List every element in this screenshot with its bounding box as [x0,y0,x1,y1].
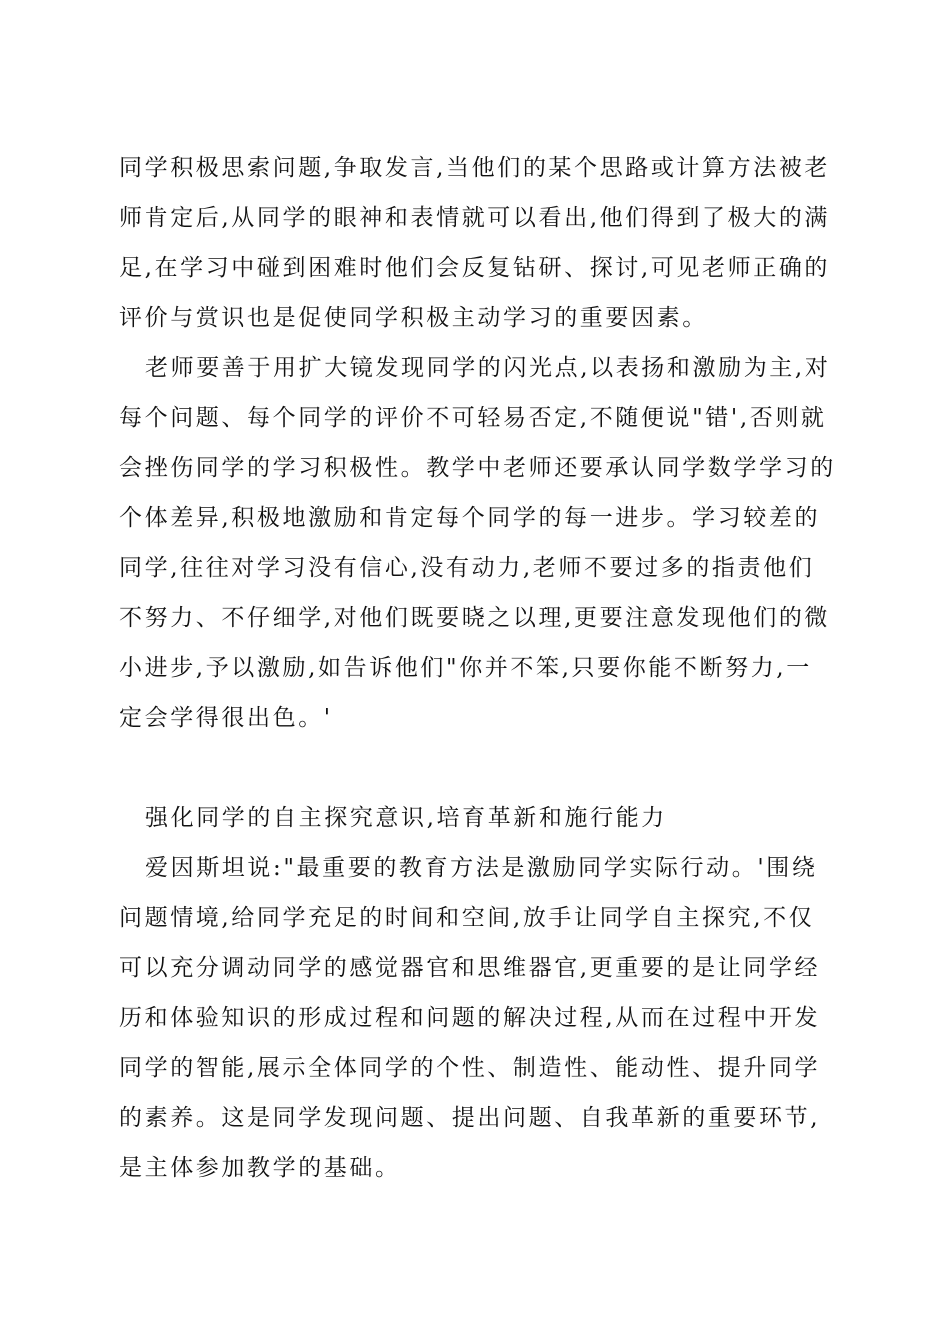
paragraph-2-line-5: 同学,往往对学习没有信心,没有动力,老师不要过多的指责他们 [119,555,815,581]
paragraph-1-line-3: 足,在学习中碰到困难时他们会反复钻研、探讨,可见老师正确的 [119,255,831,281]
paragraph-2-line-4: 个体差异,积极地激励和肯定每个同学的每一进步。学习较差的 [119,505,821,531]
paragraph-3-line-1: 爱因斯坦说:"最重要的教育方法是激励同学实际行动。'围绕 [145,855,818,881]
paragraph-2-line-8: 定会学得很出色。' [119,705,333,731]
paragraph-3-line-5: 同学的智能,展示全体同学的个性、制造性、能动性、提升同学 [119,1055,821,1081]
paragraph-2-line-3: 会挫伤同学的学习积极性。教学中老师还要承认同学数学学习的 [119,455,836,481]
paragraph-2-line-7: 小进步,予以激励,如告诉他们"你并不笨,只要你能不断努力,一 [119,655,812,681]
paragraph-3-line-6: 的素养。这是同学发现问题、提出问题、自我革新的重要环节, [119,1105,821,1131]
section-heading: 强化同学的自主探究意识,培育革新和施行能力 [145,805,667,831]
paragraph-2-line-2: 每个问题、每个同学的评价不可轻易否定,不随便说"错',否则就 [119,405,827,431]
paragraph-2-line-1: 老师要善于用扩大镜发现同学的闪光点,以表扬和激励为主,对 [145,355,831,381]
paragraph-3-line-2: 问题情境,给同学充足的时间和空间,放手让同学自主探究,不仅 [119,905,815,931]
paragraph-2-line-6: 不努力、不仔细学,对他们既要晓之以理,更要注意发现他们的微 [119,605,831,631]
paragraph-1-line-4: 评价与赏识也是促使同学积极主动学习的重要因素。 [119,305,708,331]
paragraph-3-line-7: 是主体参加教学的基础。 [119,1155,401,1181]
paragraph-1-line-1: 同学积极思索问题,争取发言,当他们的某个思路或计算方法被老 [119,155,831,181]
paragraph-3-line-4: 历和体验知识的形成过程和问题的解决过程,从而在过程中开发 [119,1005,821,1031]
paragraph-1-line-2: 师肯定后,从同学的眼神和表情就可以看出,他们得到了极大的满 [119,205,831,231]
paragraph-3-line-3: 可以充分调动同学的感觉器官和思维器官,更重要的是让同学经 [119,955,821,981]
